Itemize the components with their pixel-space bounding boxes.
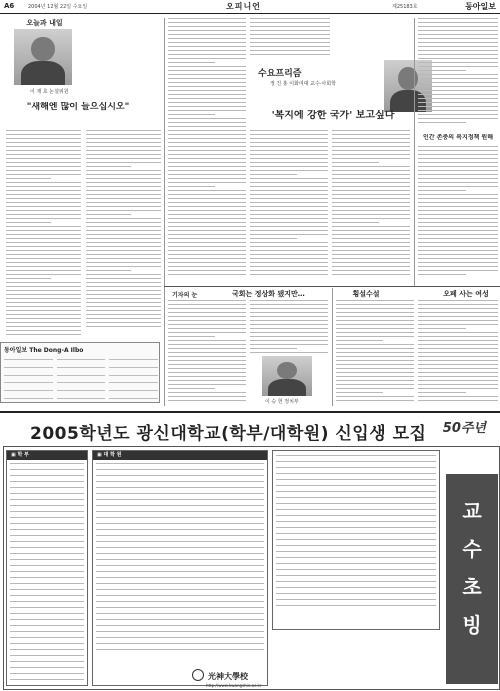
- article-body-lower2: [250, 300, 328, 358]
- ad-header: [0, 415, 500, 443]
- ad-title: 2005학년도 광신대학교(학부/대학원) 신입생 모집: [30, 424, 427, 444]
- column-headline: "새해엔 많이 들으십시오": [26, 102, 130, 112]
- article-body-col2a: [168, 18, 246, 280]
- article-body-col3b: [332, 130, 410, 280]
- grad-table: [92, 450, 268, 686]
- article-body-col5a: [418, 18, 498, 128]
- column-divider: [332, 288, 333, 406]
- article-body-lower3: [336, 300, 414, 405]
- box-ad-grid: [4, 355, 158, 401]
- box-ad-title: 동아일보 The Dong-A Ilbo: [4, 347, 84, 354]
- article-body-col3a: [250, 130, 328, 280]
- ad-anniversary-logo: 50주년: [442, 421, 486, 436]
- prism-byline: 정 진 홍 이화여대 교수·사회학: [270, 81, 336, 87]
- article-body-col3-top: [250, 18, 330, 58]
- prism-headline: '복지에 강한 국가' 보고싶다: [271, 110, 395, 121]
- columnist-photo: [14, 29, 72, 85]
- article-body-lower4: [418, 300, 498, 405]
- section-title: 오피니언: [226, 2, 261, 11]
- masthead: [0, 0, 500, 14]
- page-number: A6: [4, 2, 15, 10]
- subscription-box-ad: [0, 342, 160, 403]
- ad-body: [3, 446, 500, 690]
- article-body-col1b: [86, 130, 161, 340]
- university-name: 光神大學校: [208, 672, 248, 681]
- paper-name: 동아일보: [465, 1, 496, 11]
- column-divider: [164, 18, 165, 406]
- issue-date: 2004년 12월 22일 수요일: [28, 4, 88, 10]
- article-body-col1a: [6, 130, 81, 340]
- reporter-photo: [262, 356, 312, 396]
- hoengseol-headline: 오페 사는 여성: [443, 290, 489, 298]
- letter-headline: 인간 존중의 복지정책 원해: [422, 134, 494, 141]
- university-advertisement: [0, 411, 500, 691]
- prism-kicker: 수요프리즘: [258, 69, 302, 79]
- reporter-photo-caption: 이 승 헌 정치부: [265, 399, 299, 405]
- undergrad-table-header: ▣ 학 부: [7, 451, 87, 460]
- undergrad-table: [6, 450, 88, 686]
- info-table: [272, 450, 440, 630]
- faculty-recruit-banner: [446, 474, 498, 684]
- hoengseol-kicker: 횡설수설: [352, 290, 380, 298]
- reporter-eye-headline: 국회는 정상화 됐지만…: [232, 290, 305, 298]
- column-kicker: 오늘과 내일: [26, 19, 63, 27]
- grad-table-header: ▣ 대 학 원: [93, 451, 267, 460]
- column-divider: [414, 18, 415, 286]
- university-emblem-icon: [192, 669, 204, 681]
- reporter-eye-kicker: 기자의 눈: [172, 292, 198, 299]
- issue-number: 제25183호: [392, 4, 418, 10]
- university-url[interactable]: http://www.kwangshin.ac.kr: [206, 683, 262, 688]
- article-body-col5b: [418, 146, 498, 282]
- faculty-recruit-text: 교 수 초 빙: [462, 499, 482, 637]
- columnist-byline: 이 재 호 논설위원: [30, 89, 69, 95]
- article-body-lower1: [168, 300, 246, 405]
- section-divider: [164, 286, 500, 287]
